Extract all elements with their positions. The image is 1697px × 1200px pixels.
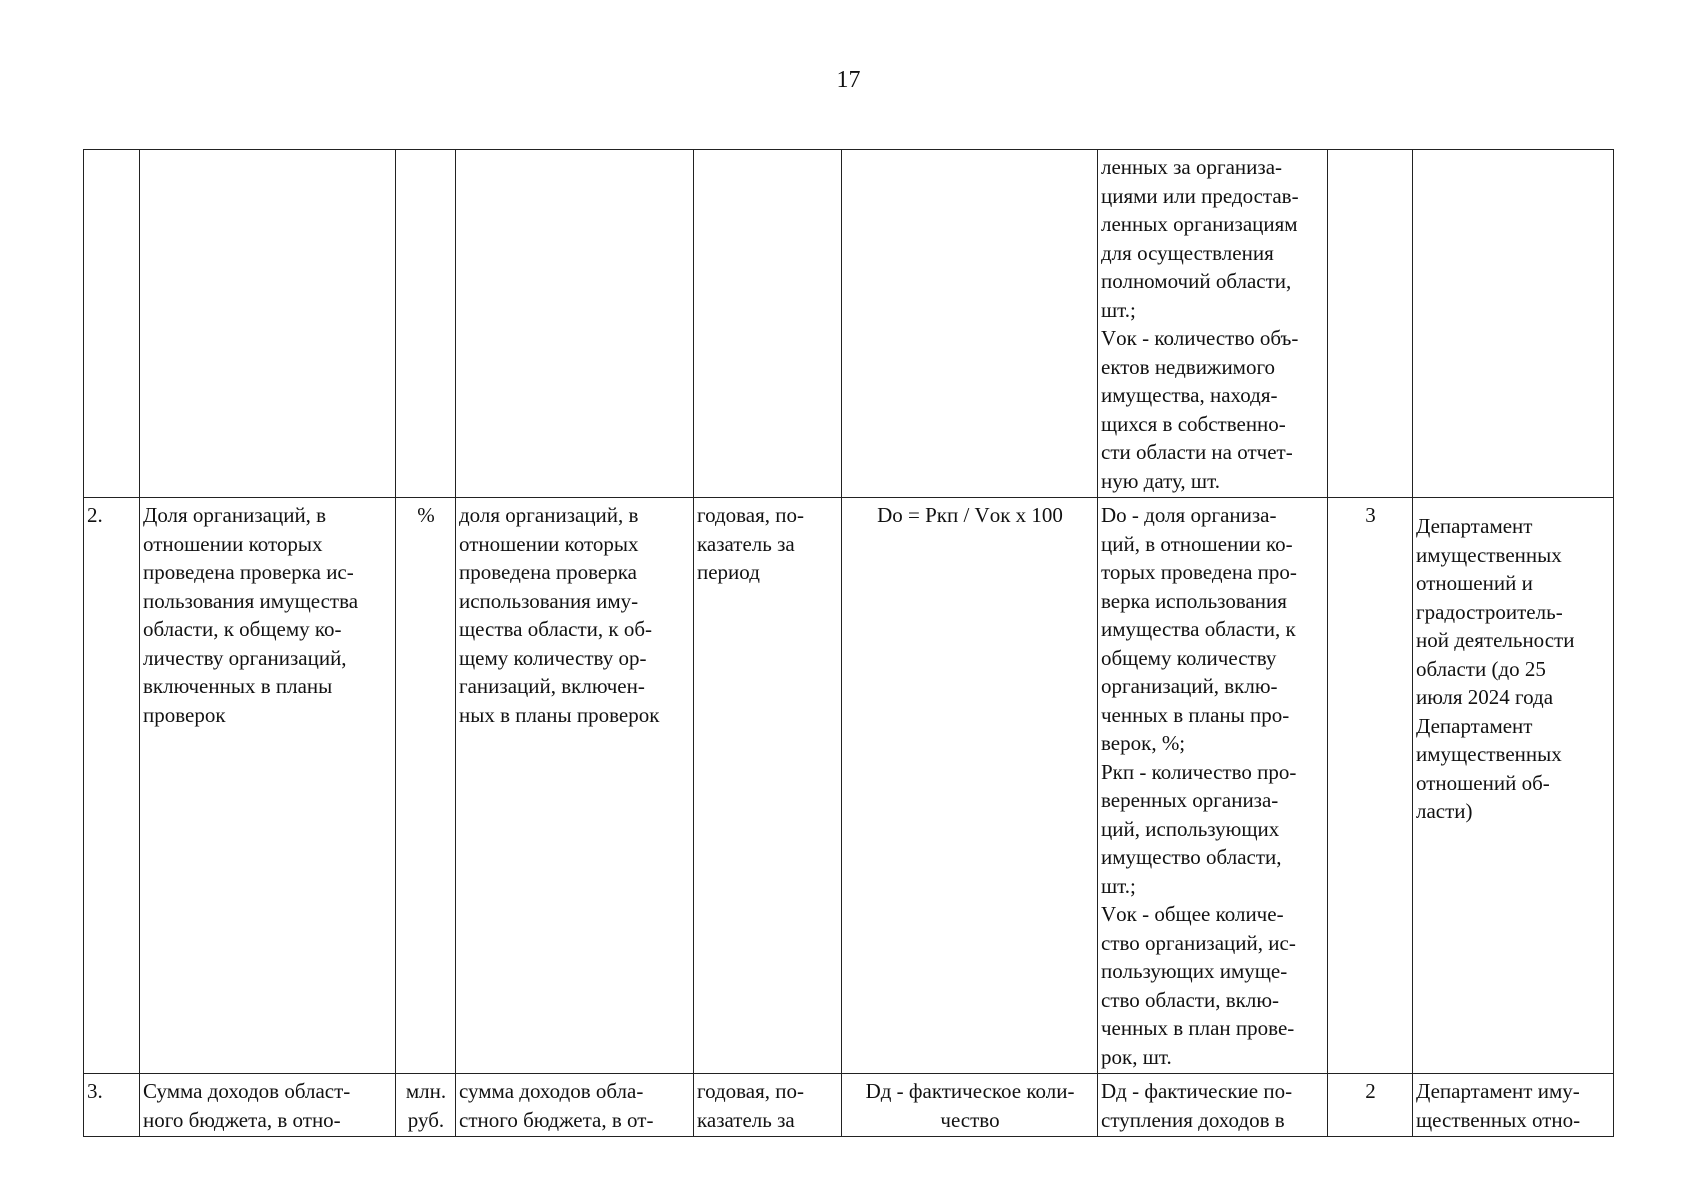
- cell-definition: [456, 150, 694, 498]
- cell-variables: Dд - фактические по- ступления доходов в: [1098, 1074, 1328, 1137]
- cell-unit: млн. руб.: [396, 1074, 456, 1137]
- cell-formula: [842, 150, 1098, 498]
- table-row: [84, 498, 1614, 1074]
- cell-unit: %: [396, 498, 456, 1074]
- cell-number: [84, 150, 140, 498]
- cell-variables: ленных за организа- циями или предостав- ленных организациям для осуществления полномочий области, шт.; Vок - количество объ- ектов недвижимого имущества, находя- щихся в собственно- сти области на отчет- ную дату, шт.: [1098, 150, 1328, 498]
- cell-number: 3.: [84, 1074, 140, 1137]
- cell-formula: Dо = Ркп / Vок х 100: [842, 498, 1098, 1074]
- cell-responsible: [1413, 150, 1614, 498]
- cell-responsible: Департамент иму- щественных отно-: [1413, 1074, 1614, 1137]
- cell-indicator-name: [140, 150, 396, 498]
- cell-indicator-name: Доля организаций, в отношении которых проведена проверка ис- пользования имущества области, к общему ко- личеству организаций, включенных в планы проверок: [140, 498, 396, 1074]
- cell-formula: Dд - фактическое коли- чество: [842, 1074, 1098, 1137]
- indicator-table: [83, 149, 1614, 1137]
- cell-periodicity: годовая, по- казатель за период: [694, 498, 842, 1074]
- cell-definition: доля организаций, в отношении которых проведена проверка использования иму- щества области, к об- щему количеству ор- ганизаций, включен- ных в планы проверок: [456, 498, 694, 1074]
- cell-method: 2: [1328, 1074, 1413, 1137]
- cell-method: [1328, 150, 1413, 498]
- cell-method: 3: [1328, 498, 1413, 1074]
- page-number: 17: [836, 67, 861, 93]
- cell-indicator-name: Сумма доходов област- ного бюджета, в отно-: [140, 1074, 396, 1137]
- table-row: [84, 1074, 1614, 1137]
- cell-periodicity: [694, 150, 842, 498]
- cell-periodicity: годовая, по- казатель за: [694, 1074, 842, 1137]
- cell-responsible: Департамент имущественных отношений и градостроитель- ной деятельности области (до 25 июля 2024 года Департамент имущественных отношений об- ласти): [1413, 498, 1614, 1074]
- cell-definition: сумма доходов обла- стного бюджета, в от-: [456, 1074, 694, 1137]
- cell-number: 2.: [84, 498, 140, 1074]
- cell-unit: [396, 150, 456, 498]
- cell-variables: Dо - доля организа- ций, в отношении ко- торых проведена про- верка использования имущества области, к общему количеству организаций, вклю- ченных в планы про- верок, %; Ркп - количество про- веренных организа- ций, использующих имущество области, шт.; Vок - общее количе- ство организаций, ис- пользующих имуще- ство области, вклю- ченных в план прове- рок, шт.: [1098, 498, 1328, 1074]
- table-row: [84, 150, 1614, 498]
